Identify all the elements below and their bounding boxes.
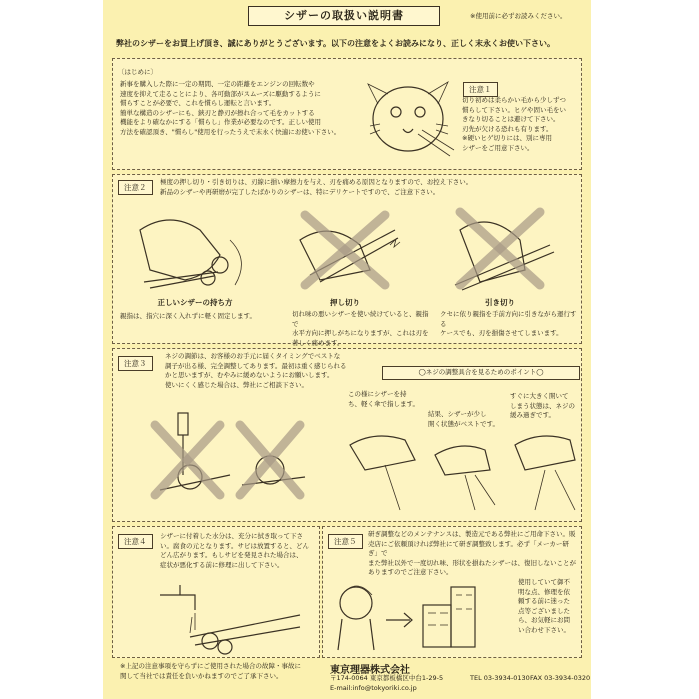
note1-text: 切り初めは柔らかい毛から少しずつ 慣らして下さい。ヒゲや固い毛をい きなり切ることは避けて下さい。 刃先が欠ける恐れも有ります。 ※硬いヒゲ切りには、別に専用 シザーをご用意下さい。 bbox=[462, 96, 566, 152]
screw-check-point: ◯ネジの調整具合を見るためのポイント◯ bbox=[382, 366, 580, 380]
intro-text: 新事を購入した際に一定の期間、一定の距離をエンジンの回転数や 速度を抑えて走ることにより、各可動部がスムーズに駆動するように 慣らすことが必要で、これを慣らし運転と言います。 簡単な構造のシザーにも、鋏刃と静刃が擦れ合って毛をカットする 機能をより確なかにする「慣らし」作業が必要なのです。正しい使用 方法を確認頂き、"慣らし"使用を行ったうえで末永く快適にお使い下さい。 bbox=[120, 80, 341, 136]
read-before-use-note: ※使用前に必ずお読みください。 bbox=[470, 12, 567, 20]
intro-heading: 〔はじめに〕 bbox=[118, 68, 157, 76]
push-cut-illustration bbox=[290, 200, 410, 295]
note3-text: ネジの調節は、お客様のお手元に届くタイミングでベストな 調子が出る様、完全調整してあります。最初は重く感じられる かと思いますが、むやみに緩めないようにお願いします。 使いにくく感じた場合は、弊社にご相談下さい。 bbox=[165, 352, 347, 389]
caption-pull-cut: 引き切り bbox=[485, 298, 515, 307]
company-name: 東京理器株式会社 bbox=[330, 665, 410, 676]
correct-grip-illustration bbox=[130, 200, 260, 295]
company-fax: FAX 03-3934-0320 bbox=[530, 674, 591, 682]
push-cut-desc: 切れ味の悪いシザーを使い続けていると、親指で 水平方向に押しがちになりますが、これは刃を 著しく痛めます。 bbox=[292, 310, 429, 347]
note1-label: 注意１ bbox=[463, 82, 498, 97]
company-email: E-mail:info@tokyoriki.co.jp bbox=[330, 684, 417, 692]
note5-text: 研ぎ調整などのメンテナンスは、製造元である弊社にご用命下さい。販 売店にご依頼頂ければ弊社にて研ぎ調整致します。必ず「メーカー研ぎ」で また弊社以外で一度切れ味、形状を損ねたシザーは、復旧しないことが ありますのでご注意下さい。 bbox=[368, 530, 576, 576]
page-title: シザーの取扱い説明書 bbox=[248, 6, 440, 26]
faucet-scissors-illustration bbox=[150, 575, 310, 655]
note5-label: 注意５ bbox=[328, 534, 363, 549]
company-tel: TEL 03-3934-0130 bbox=[470, 674, 530, 682]
correct-grip-desc: 親指は、指穴に深く入れずに軽く固定します。 bbox=[120, 312, 256, 320]
greeting-text: 弊社のシザーをお買上げ頂き、誠にありがとうございます。以下の注意をよくお読みになり、正しく末永くお使い下さい。 bbox=[116, 39, 556, 48]
step1-text: この様にシザーを持 ち、軽く傘で指します。 bbox=[348, 390, 419, 408]
pull-cut-desc: クセに依り親指を手前方向に引きながら運行する ケースでも、刃を損傷させてしまいます。 bbox=[440, 310, 577, 337]
note4-text: シザーに付着した水分は、充分に拭き取って下さ い。腐食の元となります。サビは放置すると、どん どん広がります。もしサビを発見された場合は、 症状が悪化する前に修理に出して下さい。 bbox=[160, 532, 309, 569]
caption-correct-grip: 正しいシザーの持ち方 bbox=[157, 298, 233, 307]
screw-adjust-illustration bbox=[150, 405, 310, 500]
note2-text: 極度の押し切り・引き切りは、刃線に損い摩擦力を与え、刃を痛める原因となりますので、お控え下さい。 新品のシザーや再研磨が完了したばかりのシザーは、特にデリケートですので、ご注意下さい。 bbox=[160, 178, 473, 196]
note2-label: 注意２ bbox=[118, 180, 153, 195]
pull-cut-illustration bbox=[440, 200, 565, 295]
company-address: 〒174-0064 東京都板橋区中台1-29-5 bbox=[330, 674, 444, 682]
screw-check-steps-illustration bbox=[345, 415, 580, 515]
inquiry-note: 使用していて御不 明な点、修理を依 頼する前に迷った 点等ございました ら、お気軽にお問 い合わせ下さい。 bbox=[518, 578, 570, 634]
repair-service-illustration bbox=[328, 575, 518, 653]
disclaimer-text: ※上記の注意事項を守らずにご使用された場合の故障・事故に 関して当社では責任を負いかねますのでご了承下さい。 bbox=[120, 662, 301, 680]
caption-push-cut: 押し切り bbox=[330, 298, 360, 307]
note3-label: 注意３ bbox=[118, 356, 153, 371]
note4-label: 注意４ bbox=[118, 534, 153, 549]
step2-text: 結果、シザーが少し 開く状態がベストです。 bbox=[428, 410, 499, 428]
step3-text: すぐに大きく開いて しまう状態は、ネジの 緩み過ぎです。 bbox=[510, 392, 575, 419]
dog-illustration bbox=[358, 64, 458, 164]
